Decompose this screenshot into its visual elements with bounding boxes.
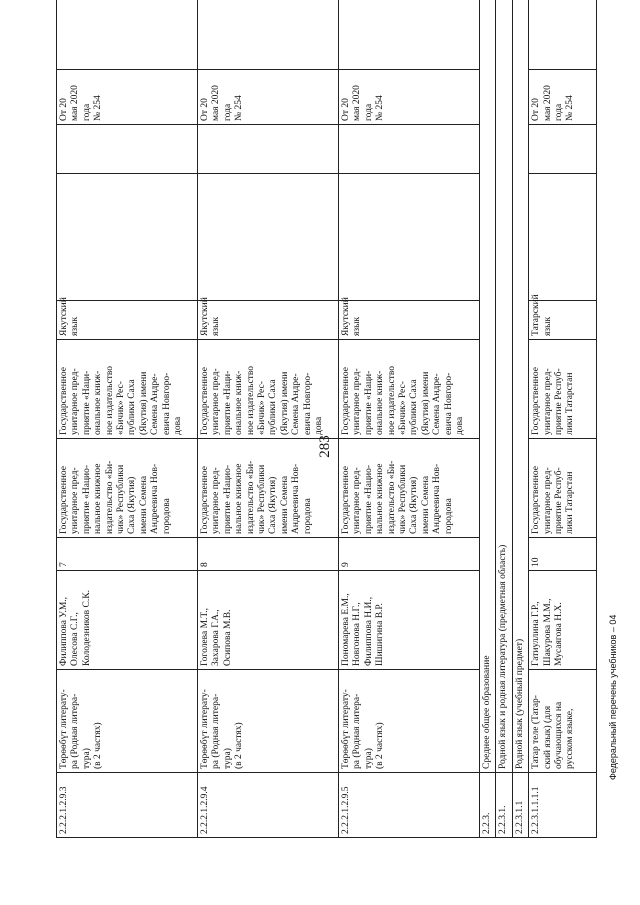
row-grade: 8 bbox=[198, 538, 339, 571]
section-code: 2.2.3.1. bbox=[496, 773, 512, 838]
row-title: Татар теле (Татар- ский язык) (для обучающихся на русском языке, bbox=[529, 670, 597, 773]
section-code: 2.2.3. bbox=[480, 773, 496, 838]
row-language: Якутский язык bbox=[198, 301, 339, 340]
empty-cell bbox=[57, 174, 198, 301]
row-publisher: Государственное унитарное пред- приятие «Нацио- нальное книжное издательство «Би- чик» Республики Саха (Якутия) имени Семена Андреевича Нов- городова bbox=[339, 439, 480, 538]
rotated-table-frame bbox=[56, 28, 593, 838]
row-title: Төрөөбүт литерату- ра (Родная литера- тура) (в 2 частях) bbox=[57, 670, 198, 773]
section-row bbox=[512, 0, 528, 838]
row-issuer: Государственное унитарное пред- приятие «Наци- ональное книж- ное издательство «Бичик» Рес- публики Саха (Якутия) имени Семена Андре- евича Новгоро- дова bbox=[57, 340, 198, 439]
empty-cell bbox=[198, 125, 339, 174]
row-authors: Гатиуллина Г.Р., Шакурова М.М., Мусаягова Н.Х. bbox=[529, 571, 597, 670]
empty-cell bbox=[198, 0, 339, 70]
empty-cell bbox=[198, 174, 339, 301]
row-authors: Пономарева Е.М., Новгонова Н.Г., Филиппова Н.И., Шишигина В.Р. bbox=[339, 571, 480, 670]
page-number: 283 bbox=[316, 435, 333, 458]
row-order: От 20 мая 2020 года № 254 bbox=[529, 70, 597, 125]
row-title: Төрөөбүт литерату- ра (Родная литера- тура) (в 2 частях) bbox=[198, 670, 339, 773]
section-row bbox=[480, 0, 496, 838]
table-row bbox=[57, 0, 198, 838]
section-label: Среднее общее образование bbox=[480, 0, 496, 773]
empty-cell bbox=[339, 125, 480, 174]
row-publisher: Государственное унитарное пред- приятие Респуб- лики Татарстан bbox=[529, 439, 597, 538]
row-issuer: Государственное унитарное пред- приятие «Наци- ональное книж- ное издательство «Бичик» Рес- публики Саха (Якутия) имени Семена Андре- евича Новгоро- дова bbox=[198, 340, 339, 439]
row-issuer: Государственное унитарное пред- приятие Респуб- лики Татарстан bbox=[529, 340, 597, 439]
row-order: От 20 мая 2020 года № 254 bbox=[198, 70, 339, 125]
row-authors: Филиппова У.М., Олесова С.Г., Колодезников С.К. bbox=[57, 571, 198, 670]
row-grade: 7 bbox=[57, 538, 198, 571]
section-label: Родной язык и родная литература (предметная область) bbox=[496, 0, 512, 773]
empty-cell bbox=[339, 174, 480, 301]
empty-cell bbox=[529, 0, 597, 70]
table-row bbox=[198, 0, 339, 838]
row-order: От 20 мая 2020 года № 254 bbox=[57, 70, 198, 125]
row-code: 2.2.2.1.2.9.5 bbox=[339, 773, 480, 838]
empty-cell bbox=[529, 174, 597, 301]
row-publisher: Государственное унитарное пред- приятие «Нацио- нальное книжное издательство «Би- чик» Республики Саха (Якутия) имени Семена Андреевича Нов- городова bbox=[198, 439, 339, 538]
section-code: 2.2.3.1.1 bbox=[512, 773, 528, 838]
section-row bbox=[496, 0, 512, 838]
textbook-table bbox=[56, 0, 597, 838]
empty-cell bbox=[57, 0, 198, 70]
empty-cell bbox=[339, 0, 480, 70]
empty-cell bbox=[57, 125, 198, 174]
row-grade: 10 bbox=[529, 538, 597, 571]
row-code: 2.2.3.1.1.1.1 bbox=[529, 773, 597, 838]
row-order: От 20 мая 2020 года № 254 bbox=[339, 70, 480, 125]
row-publisher: Государственное унитарное пред- приятие «Нацио- нальное книжное издательство «Би- чик» Республики Саха (Якутия) имени Семена Андреевича Нов- городова bbox=[57, 439, 198, 538]
row-issuer: Государственное унитарное пред- приятие «Наци- ональное книж- ное издательство «Бичик» Рес- публики Саха (Якутия) имени Семена Андре- евича Новгоро- дова bbox=[339, 340, 480, 439]
row-language: Якутский язык bbox=[57, 301, 198, 340]
row-authors: Гоголева М.Т., Захарова Г.А., Осипова М.В. bbox=[198, 571, 339, 670]
row-code: 2.2.2.1.2.9.3 bbox=[57, 773, 198, 838]
footer-caption: Федеральный перечень учебников – 04 bbox=[608, 614, 618, 780]
row-language: Татарский язык bbox=[529, 301, 597, 340]
empty-cell bbox=[529, 125, 597, 174]
row-title: Төрөөбүт литерату- ра (Родная литера- тура) (в 2 частях) bbox=[339, 670, 480, 773]
row-code: 2.2.2.1.2.9.4 bbox=[198, 773, 339, 838]
table-row bbox=[339, 0, 480, 838]
table-row bbox=[529, 0, 597, 838]
row-grade: 9 bbox=[339, 538, 480, 571]
section-label: Родной язык (учебный предмет) bbox=[512, 0, 528, 773]
row-language: Якутский язык bbox=[339, 301, 480, 340]
